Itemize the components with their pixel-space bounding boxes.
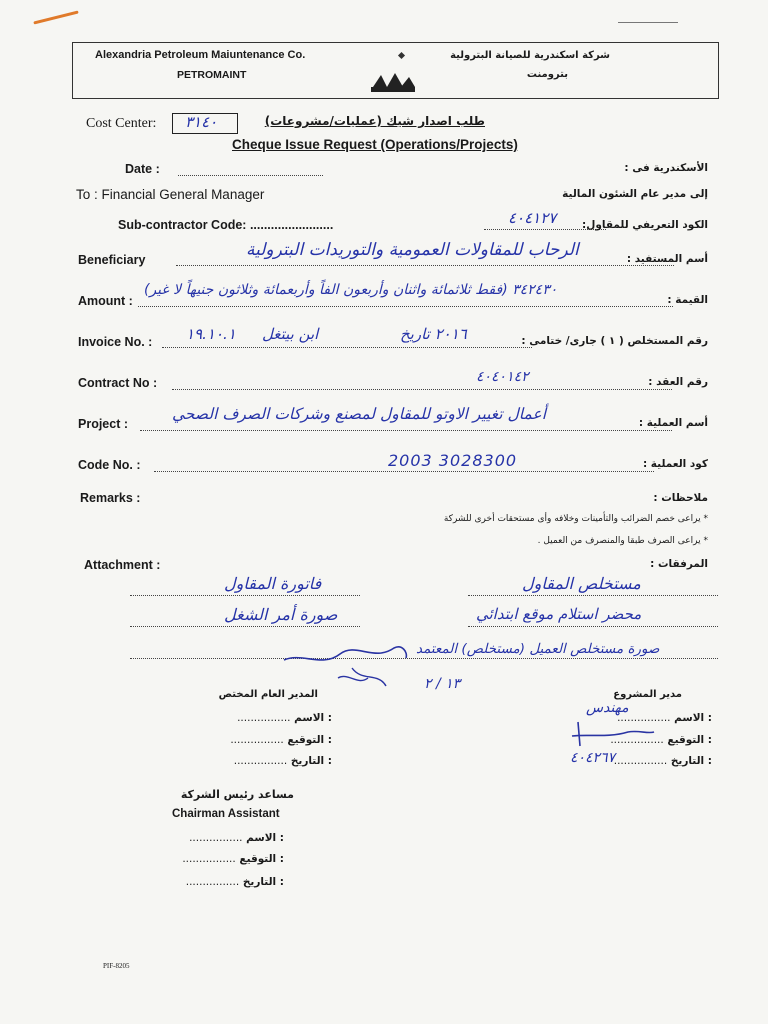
- contract-dots: [172, 389, 672, 390]
- pm-name-value: مهندس: [586, 700, 629, 716]
- invoice-value-2: ٢٠١٦ تاريخ: [400, 325, 467, 343]
- subcontractor-value: ٤٠٤١٢٧: [508, 209, 557, 227]
- invoice-dots: [162, 347, 532, 348]
- amount-label-en: Amount :: [78, 294, 133, 308]
- chairman-name-row: [189, 832, 284, 844]
- to-label-en: To : Financial General Manager: [76, 187, 265, 202]
- gm-name-label: : الاسم: [294, 712, 332, 724]
- attachment-label-ar: المرفقات :: [650, 558, 708, 570]
- amount-label-ar: القيمة :: [667, 294, 708, 306]
- invoice-label-en: Invoice No. :: [78, 335, 153, 349]
- remarks-label-en: Remarks :: [80, 491, 141, 505]
- remark-1: * يراعى خصم الضرائب والتأمينات وخلافه وأى مستحقات أخرى للشركة: [443, 514, 708, 524]
- logo-diamond-icon: [398, 52, 405, 59]
- attachment-dots-right-2: [468, 626, 718, 627]
- date-dots: [178, 175, 323, 176]
- subcontractor-label-ar: الكود التعريفي للمقاول:: [582, 219, 708, 231]
- cost-center-label: Cost Center:: [86, 116, 157, 131]
- project-label-ar: أسم العملية :: [638, 417, 708, 429]
- attachment-item-5: صورة مستخلص العميل (مستخلص) المعتمد: [416, 641, 660, 657]
- project-value: أعمال تغيير الاوتو للمقاول لمصنع وشركات الصرف الصحي: [172, 405, 547, 423]
- chairman-sign-dots: ................: [182, 853, 236, 865]
- title-en: Cheque Issue Request (Operations/Projects): [232, 137, 518, 152]
- company-logo: [369, 71, 417, 93]
- gm-date-row: [234, 755, 332, 767]
- company-name-en: Alexandria Petroleum Maiuntenance Co.: [95, 49, 306, 61]
- code-value: 2003 3028300: [388, 451, 518, 470]
- project-dots: [140, 430, 672, 431]
- date-label-ar: الأسكندرية فى :: [624, 162, 708, 174]
- cost-center-value: ٣١٤٠: [185, 113, 218, 131]
- pm-sign-dots: ................: [610, 734, 664, 746]
- attachment-item-4: صورة أمر الشغل: [224, 605, 338, 624]
- attachment-dots-left-2: [130, 626, 360, 627]
- chairman-date-row: [186, 876, 284, 888]
- letterhead-box: [72, 42, 719, 99]
- chairman-title-ar: مساعد رئيس الشركة: [180, 788, 294, 801]
- brand-name-ar: بترومنت: [526, 69, 568, 80]
- to-label-ar: إلى مدير عام الشئون المالية: [562, 188, 708, 200]
- project-label-en: Project :: [78, 417, 129, 431]
- scan-pen-mark: [33, 10, 78, 24]
- chairman-title-en: Chairman Assistant: [172, 808, 280, 820]
- invoice-label-ar: رقم المستخلص ( ١ ) جارى/ ختامى :: [521, 335, 708, 347]
- scan-line-mark: [618, 22, 678, 23]
- company-name-ar: شركة اسكندرية للصيانة البترولية: [450, 50, 610, 61]
- remark-2: * يراعى الصرف طبقا والمنصرف من العميل .: [537, 536, 708, 546]
- chairman-sign-label: : التوقيع: [239, 853, 284, 865]
- chairman-sign-row: [182, 853, 284, 865]
- attachment-item-2: فاتورة المقاول: [224, 574, 322, 593]
- gm-title: المدير العام المختص: [218, 689, 318, 700]
- contract-label-en: Contract No :: [78, 376, 158, 390]
- gm-date-dots: ................: [233, 755, 288, 767]
- attachment-dots-left-1: [130, 595, 360, 596]
- chairman-name-dots: ................: [189, 832, 243, 844]
- contract-value: ٤٠٤٠١٤٢: [476, 369, 529, 385]
- title-ar: طلب اصدار شيك (عمليات/مشروعات): [264, 114, 485, 128]
- beneficiary-label-ar: أسم المستفيد :: [626, 253, 708, 265]
- brand-name-en: PETROMAINT: [177, 69, 247, 81]
- attachment-item-3: محضر استلام موقع ابتدائي: [476, 605, 642, 623]
- chairman-date-dots: ................: [185, 876, 240, 888]
- chairman-date-label: : التاريخ: [242, 876, 284, 888]
- pm-date-dots: ................: [613, 755, 668, 767]
- gm-sign-dots: ................: [230, 734, 284, 746]
- pm-sign-label: : التوقيع: [667, 734, 712, 746]
- beneficiary-dots: [176, 265, 674, 266]
- remarks-label-ar: ملاحظات :: [653, 492, 708, 504]
- attachment-dots-right-1: [468, 595, 718, 596]
- gm-date-label: : التاريخ: [290, 755, 332, 767]
- pm-title: مدير المشروع: [613, 689, 682, 700]
- chairman-name-label: : الاسم: [246, 832, 284, 844]
- beneficiary-label-en: Beneficiary: [78, 253, 146, 267]
- subcontractor-label-en: Sub-contractor Code: ........................: [118, 218, 334, 232]
- invoice-value-1: ١٩.١٠.١: [186, 325, 236, 343]
- contract-label-ar: رقم العقد :: [648, 376, 708, 388]
- pm-name-label: : الاسم: [674, 712, 712, 724]
- pm-signature-mark: [568, 718, 658, 748]
- handwritten-signature-mark: [282, 638, 412, 694]
- invoice-value-3: ابن بيتغل: [262, 325, 319, 343]
- attachment-label-en: Attachment :: [84, 558, 161, 572]
- code-label-ar: كود العملية :: [642, 458, 708, 470]
- amount-value: ٣٤٢٤٣٠ (فقط ثلاثمائة واثنان وأربعون الفاً وأربعمائة وثلاثون جنيهاً لا غير): [144, 282, 558, 298]
- beneficiary-value: الرحاب للمقاولات العمومية والتوريدات البترولية: [246, 240, 579, 260]
- attachment-item-6: ١٣ / ٢: [424, 676, 461, 692]
- pm-date-label: : التاريخ: [670, 755, 712, 767]
- gm-name-row: [237, 712, 332, 724]
- attachment-dots-full: [130, 658, 718, 659]
- gm-sign-label: : التوقيع: [287, 734, 332, 746]
- gm-name-dots: ................: [237, 712, 291, 724]
- cost-center-box: [172, 113, 238, 134]
- pm-date-value: ٤٠٤٢٦٧: [570, 750, 616, 766]
- attachment-item-1: مستخلص المقاول: [522, 574, 641, 593]
- pm-name-dots: ................: [617, 712, 671, 724]
- date-label-en: Date :: [125, 162, 160, 176]
- amount-dots: [138, 306, 673, 307]
- pm-date-row: [614, 755, 712, 767]
- code-label-en: Code No. :: [78, 458, 141, 472]
- gm-sign-row: [230, 734, 332, 746]
- form-code: PIF-8205: [103, 962, 130, 970]
- code-dots: [154, 471, 654, 472]
